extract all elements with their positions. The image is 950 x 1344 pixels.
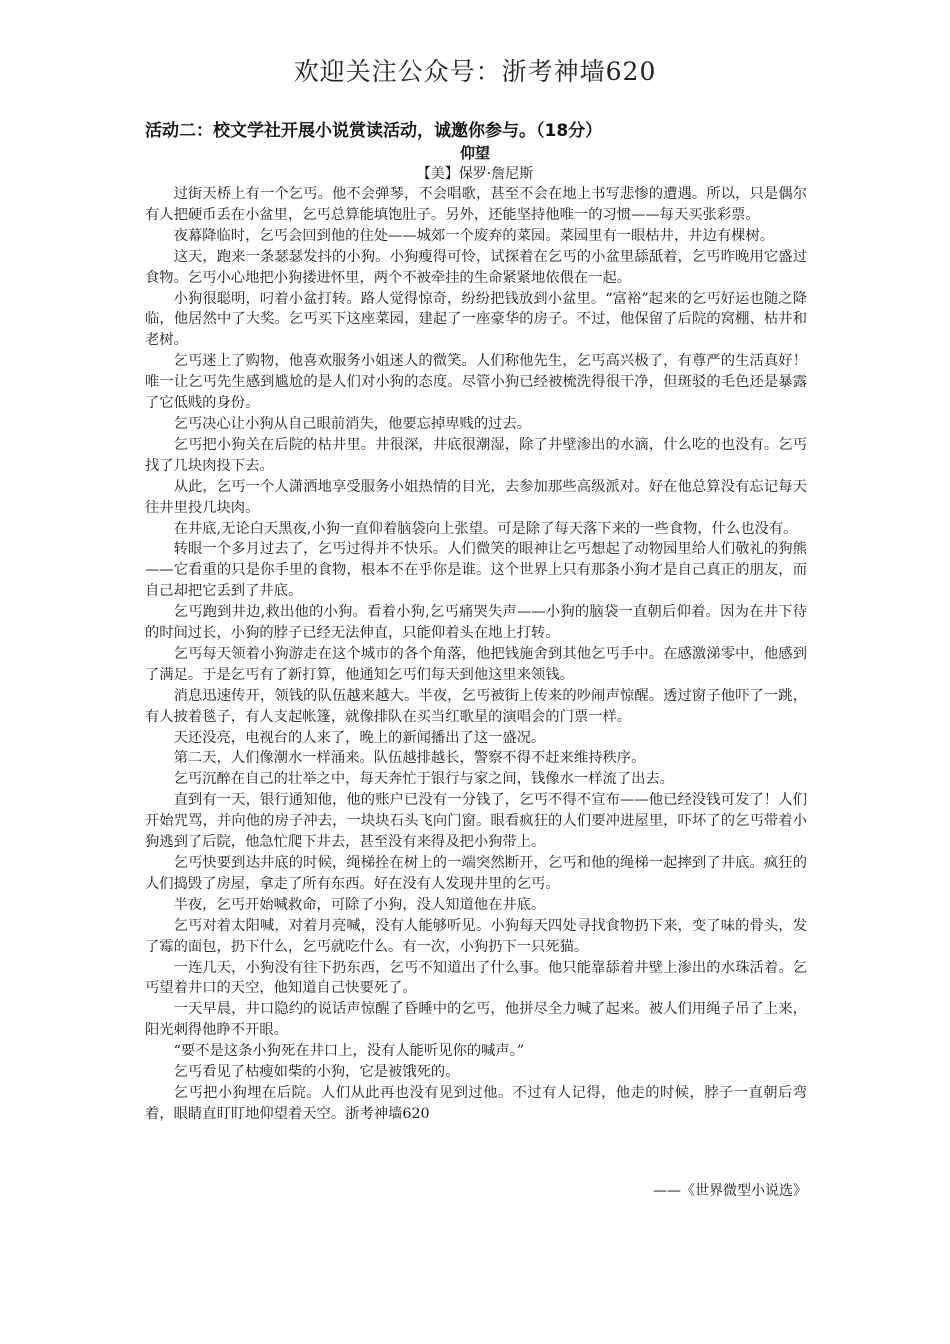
story-body	[145, 184, 807, 1125]
paragraph: “要不是这条小狗死在井口上，没有人能听见你的喊声。”	[173, 1043, 525, 1060]
paragraph: 第二天，人们像潮水一样涌来。队伍越排越长，警察不得不赶来维持秩序。	[173, 750, 646, 767]
paragraph: 夜幕降临时，乞丐会回到他的住处——城郊一个废弃的菜园。菜园里有一眼枯井，井边有棵树。	[173, 227, 775, 244]
paragraph: 半夜，乞丐开始喊救命，可除了小狗，没人知道他在井底。	[173, 896, 546, 913]
paragraph: 从此，乞丐一个人潇洒地享受服务小姐热情的目光，去参加那些高级派对。好在他总算没有忘记每天往井里投几块肉。	[145, 478, 807, 516]
paragraph: 小狗很聪明，叼着小盆打转。路人觉得惊奇，纷纷把钱放到小盆里。“富裕”起来的乞丐好运也随之降临，他居然中了大奖。乞丐买下这座菜园，建起了一座豪华的房子。不过，他保留了后院的窝棚、枯井和老树。	[145, 290, 807, 349]
paragraph: 乞丐跑到井边,救出他的小狗。看着小狗,乞丐痛哭失声——小狗的脑袋一直朝后仰着。因为在井下待的时间过长，小狗的脖子已经无法伸直，只能仰着头在地上打转。	[145, 604, 807, 642]
paragraph: 乞丐把小狗埋在后院。人们从此再也没有见到过他。不过有人记得，他走的时候，脖子一直朝后弯着，眼睛直盯盯地仰望着天空。浙考神墙620	[145, 1084, 807, 1122]
paragraph: 转眼一个多月过去了，乞丐过得并不快乐。人们微笑的眼神让乞丐想起了动物园里给人们敬礼的狗熊——它看重的只是你手里的食物，根本不在乎你是谁。这个世界上只有那条小狗才是自己真正的朋友，而自己却把它丢到了井底。	[145, 541, 807, 600]
paragraph: 这天，跑来一条瑟瑟发抖的小狗。小狗瘦得可怜，试探着在乞丐的小盆里舔舐着，乞丐昨晚用它盛过食物。乞丐小心地把小狗搂进怀里，两个不被牵挂的生命紧紧地依偎在一起。	[145, 248, 807, 286]
paragraph: 乞丐把小狗关在后院的枯井里。井很深，井底很潮湿，除了井壁渗出的水滴，什么吃的也没有。乞丐找了几块肉投下去。	[145, 436, 807, 474]
paragraph: 消息迅速传开，领钱的队伍越来越大。半夜，乞丐被街上传来的吵闹声惊醒。透过窗子他吓了一跳，有人披着毯子，有人支起帐篷，就像排队在买当红歌星的演唱会的门票一样。	[145, 687, 807, 725]
paragraph: 乞丐迷上了购物，他喜欢服务小姐迷人的微笑。人们称他先生，乞丐高兴极了，有尊严的生活真好！唯一让乞丐先生感到尴尬的是人们对小狗的态度。尽管小狗已经被梳洗得很干净，但斑驳的毛色还是暴露了它低贱的身份。	[145, 353, 807, 412]
story-author: 【美】保罗·詹尼斯	[416, 166, 534, 182]
paragraph: 乞丐看见了枯瘦如柴的小狗，它是被饿死的。	[173, 1064, 460, 1081]
paragraph: 在井底,无论白天黑夜,小狗一直仰着脑袋向上张望。可是除了每天落下来的一些食物，什么也没有。	[173, 520, 798, 537]
story-title: 仰望	[459, 144, 490, 162]
paragraph: 过街天桥上有一个乞丐。他不会弹琴，不会唱歌，甚至不会在地上书写悲惨的遭遇。所以，只是偶尔有人把硬币丢在小盆里，乞丐总算能填饱肚子。另外，还能坚持他唯一的习惯——每天买张彩票。	[145, 186, 807, 223]
activity-heading: 活动二：校文学社开展小说赏读活动，诚邀你参与。（18分）	[145, 121, 603, 141]
banner-text: 欢迎关注公众号：浙考神墙620	[293, 57, 657, 86]
paragraph: 乞丐沉醉在自己的壮举之中，每天奔忙于银行与家之间，钱像水一样流了出去。	[173, 771, 674, 788]
paragraph: 乞丐每天领着小狗游走在这个城市的各个角落，他把钱施舍到其他乞丐手中。在感激涕零中，他感到了满足。于是乞丐有了新打算，他通知乞丐们每天到他这里来领钱。	[145, 645, 807, 683]
paragraph: 乞丐对着太阳喊，对着月亮喊，没有人能够听见。小狗每天四处寻找食物扔下来，变了味的骨头，发了霉的面包，扔下什么，乞丐就吃什么。有一次，小狗扔下一只死猫。	[145, 917, 807, 955]
paragraph: 乞丐决心让小狗从自己眼前消失，他要忘掉卑贱的过去。	[173, 415, 532, 432]
paragraph: 乞丐快要到达井底的时候，绳梯拴在树上的一端突然断开，乞丐和他的绳梯一起摔到了井底。疯狂的人们捣毁了房屋，拿走了所有东西。好在没有人发现井里的乞丐。	[145, 855, 807, 892]
story-source: ——《世界微型小说选》	[653, 1183, 807, 1199]
paragraph: 直到有一天，银行通知他，他的账户已没有一分钱了，乞丐不得不宣布——他已经没钱可发了！人们开始咒骂，并向他的房子冲去，一块块石头飞向门窗。眼看疯狂的人们要冲进屋里，吓坏了的乞丐带着小狗逃到了后院，他急忙爬下井去，甚至没有来得及把小狗带上。	[145, 792, 807, 851]
paragraph: 一连几天，小狗没有往下扔东西，乞丐不知道出了什么事。他只能靠舔着井壁上渗出的水珠活着。乞丐望着井口的天空，他知道自己快要死了。	[145, 959, 807, 997]
paragraph: 天还没亮，电视台的人来了，晚上的新闻播出了这一盛况。	[173, 729, 546, 746]
paragraph: 一天早晨，井口隐约的说话声惊醒了昏睡中的乞丐，他拼尽全力喊了起来。被人们用绳子吊了上来，阳光刺得他睁不开眼。	[145, 1001, 807, 1039]
